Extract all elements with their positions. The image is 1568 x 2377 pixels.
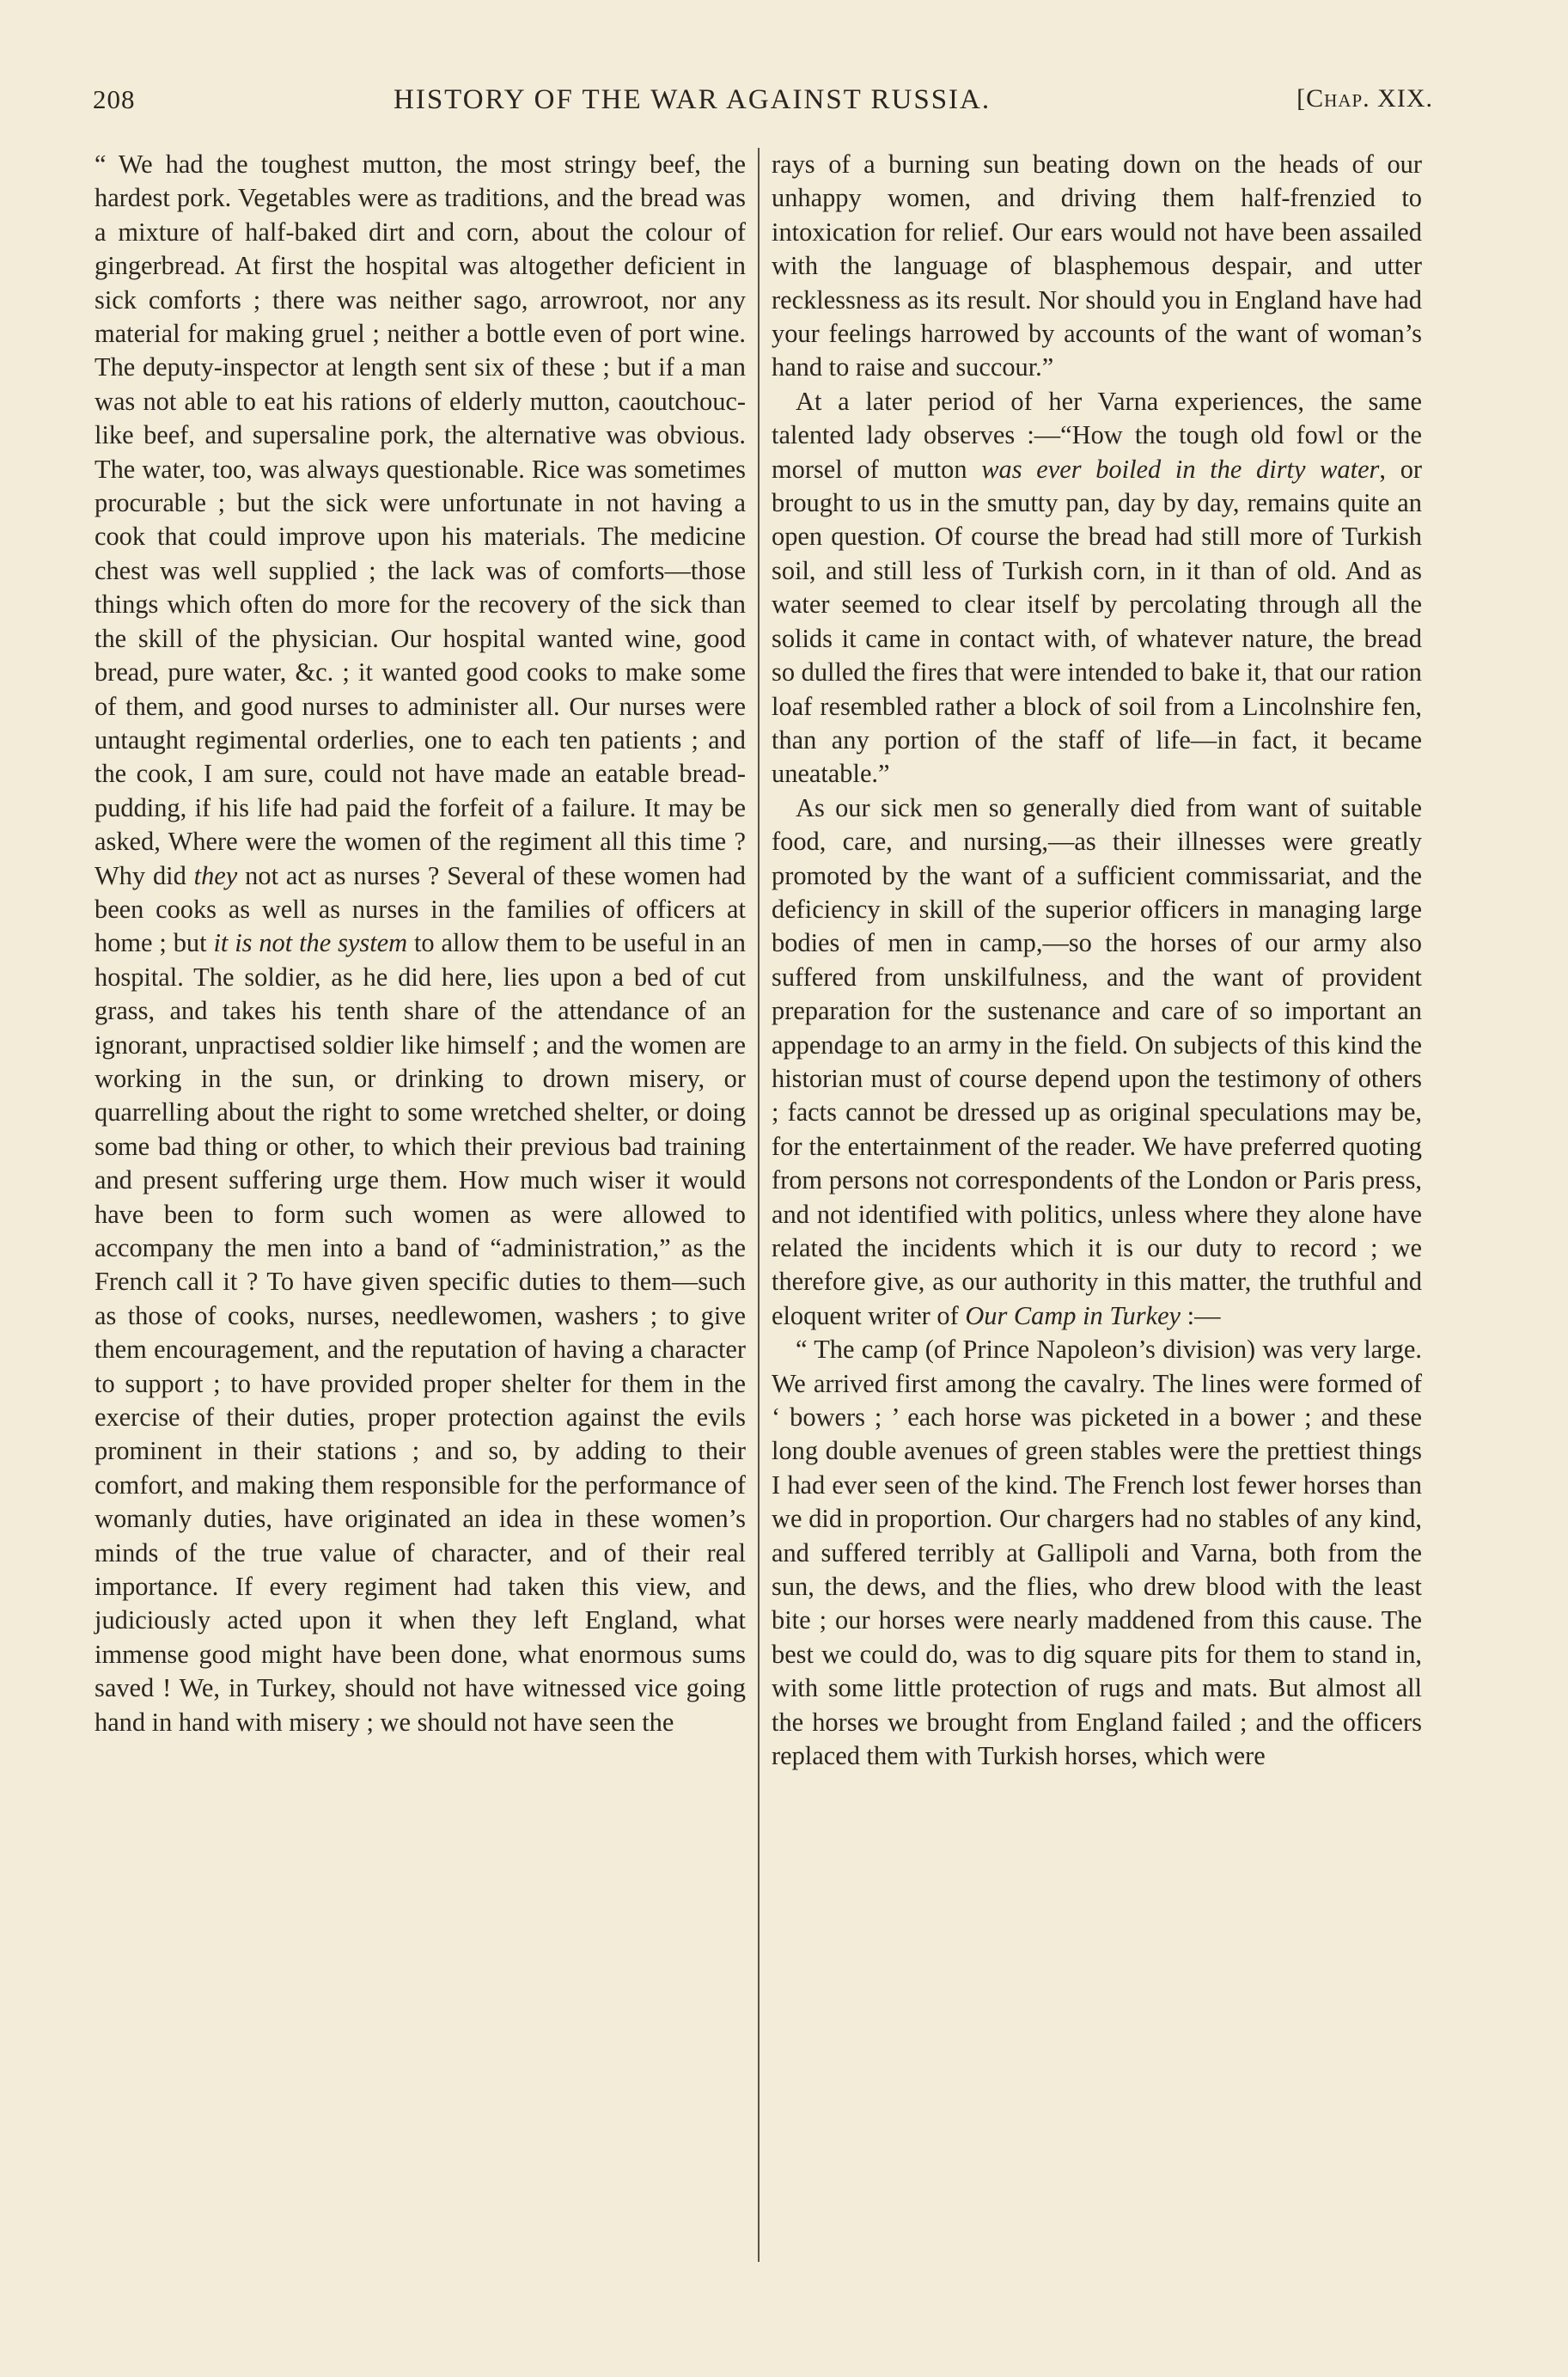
- page-header: [93, 84, 1433, 127]
- left-column: [95, 148, 746, 1739]
- text-run: not act as nurses ? Several of these women had been cooks as well as nurses in the families of officers at home ; but: [95, 860, 747, 958]
- running-title: HISTORY OF THE WAR AGAINST RUSSIA.: [394, 84, 991, 115]
- text-run: :—: [1181, 1300, 1221, 1330]
- right-paragraph: “ The camp (of Prince Napoleon’s division) was very large. We arrived first among the cavalry. The lines were formed of ‘ bowers ; ’ each horse was picketed in a bower ; and these long double avenues of green stables were the prettiest things I had ever seen of the kind. The French lost fewer horses than we did in proportion. Our chargers had no stables of any kind, and suffered terribly at Gallipoli and Varna, both from the sun, the dews, and the flies, who drew blood with the least bite ; our horses were nearly maddened from this cause. The best we could do, was to dig square pits for them to stand in, with some little protection of rugs and mats. But almost all the horses we brought from England failed ; and the officers replaced them with Turkish horses, which were: [772, 1335, 1422, 1771]
- text-run: to allow them to be useful in an hospital. The soldier, as he did here, lies upon a bed of cut grass, and takes his tenth share of the attendance of an ignorant, unpractised soldier like himself ; and the women are working in the sun, or drinking to drown misery, or quarrelling about the right to some wretched shelter, or doing some bad thing or other, to which their previous bad training and present suffering urge them. How much wiser it would have been to form such women as were allowed to accompany the men into a band of “administration,” as the French call it ? To have given specific duties to them—such as those of cooks, nurses, needlewomen, washers ; to give them encouragement, and the reputation of having a character to support ; to have provided proper shelter for them in the exercise of their duties, proper protection against the evils prominent in their stations ; and so, by adding to their comfort, and making them responsible for the performance of womanly duties, have originated an idea in these women’s minds of the true value of character, and of their real importance. If every regiment had taken this view, and judiciously acted upon it when they left England, what immense good might have been done, what enormous sums saved ! We, in Turkey, should not have witnessed vice going hand in hand with misery ; we should not have seen the: [95, 928, 746, 1737]
- right-column: [772, 148, 1422, 1774]
- italic-run: Our Camp in Turkey: [965, 1300, 1181, 1330]
- italic-run: they: [193, 860, 238, 890]
- page-number: 208: [93, 84, 136, 114]
- left-paragraph: [95, 148, 746, 1739]
- right-paragraph: [772, 385, 1422, 791]
- italic-run: it is not the system: [213, 928, 408, 958]
- column-divider: [758, 148, 760, 2262]
- text-run: “ We had the toughest mutton, the most stringy beef, the hardest pork. Vegetables were as traditions, and the bread was a mixture of half-baked dirt and corn, about the colour of gingerbread. At first the hospital was altogether deficient in sick comforts ; there was neither sago, arrowroot, nor any material for making gruel ; neither a bottle even of port wine. The deputy-inspector at length sent six of these ; but if a man was not able to eat his rations of elderly mutton, caoutchouc-like beef, and supersaline pork, the alternative was obvious. The water, too, was always questionable. Rice was sometimes procurable ; but the sick were unfortunate in not having a cook that could improve upon his materials. The medicine chest was well supplied ; the lack was of comforts—those things which often do more for the recovery of the sick than the skill of the physician. Our hospital wanted wine, good bread, pure water, &c. ; it wanted good cooks to make some of them, and good nurses to administer all. Our nurses were untaught regimental orderlies, one to each ten patients ; and the cook, I am sure, could not have made an eatable bread-pudding, if his life had paid the forfeit of a failure. It may be asked, Where were the women of the regiment all this time ? Why did: [95, 150, 746, 890]
- italic-run: was ever boiled in the dirty water: [981, 454, 1380, 484]
- text-run: At a later period of her Varna experiences, the same talented lady observes :—“How the tough old fowl or the morsel of mutton: [772, 386, 1422, 484]
- chapter-label-text: [Chap. XIX.: [1296, 84, 1433, 113]
- right-paragraph-continued: rays of a burning sun beating down on the heads of our unhappy women, and driving them half-frenzied to intoxication for relief. Our ears would not have been assailed with the language of blasphemous despair, and utter recklessness as its result. Nor should you in England have had your feelings harrowed by accounts of the want of woman’s hand to raise and succour.”: [772, 150, 1422, 382]
- right-paragraph: [772, 791, 1422, 1334]
- text-run: , or brought to us in the smutty pan, day by day, remains quite an open question. Of course the bread had still more of Turkish soil, and still less of Turkish corn, in it than of old. And as water seemed to clear itself by percolating through all the solids it came in contact with, of whatever nature, the bread so dulled the fires that were intended to bake it, that our ration loaf resembled rather a block of soil from a Lincolnshire fen, than any portion of the staff of life—in fact, it became uneatable.”: [772, 454, 1423, 789]
- text-run: As our sick men so generally died from want of suitable food, care, and nursing,—as their illnesses were greatly promoted by the want of a sufficient commissariat, and the deficiency in skill of the superior officers in managing large bodies of men in camp,—so the horses of our army also suffered from unskilfulness, and the want of provident preparation for the sustenance and care of so important an appendage to an army in the field. On subjects of this kind the historian must of course depend upon the testimony of others ; facts cannot be dressed up as original speculations may be, for the entertainment of the reader. We have preferred quoting from persons not correspondents of the London or Paris press, and not identified with politics, unless where they alone have related the incidents which it is our duty to record ; we therefore give, as our authority in this matter, the truthful and eloquent writer of: [772, 792, 1422, 1330]
- chapter-label: [1296, 84, 1433, 113]
